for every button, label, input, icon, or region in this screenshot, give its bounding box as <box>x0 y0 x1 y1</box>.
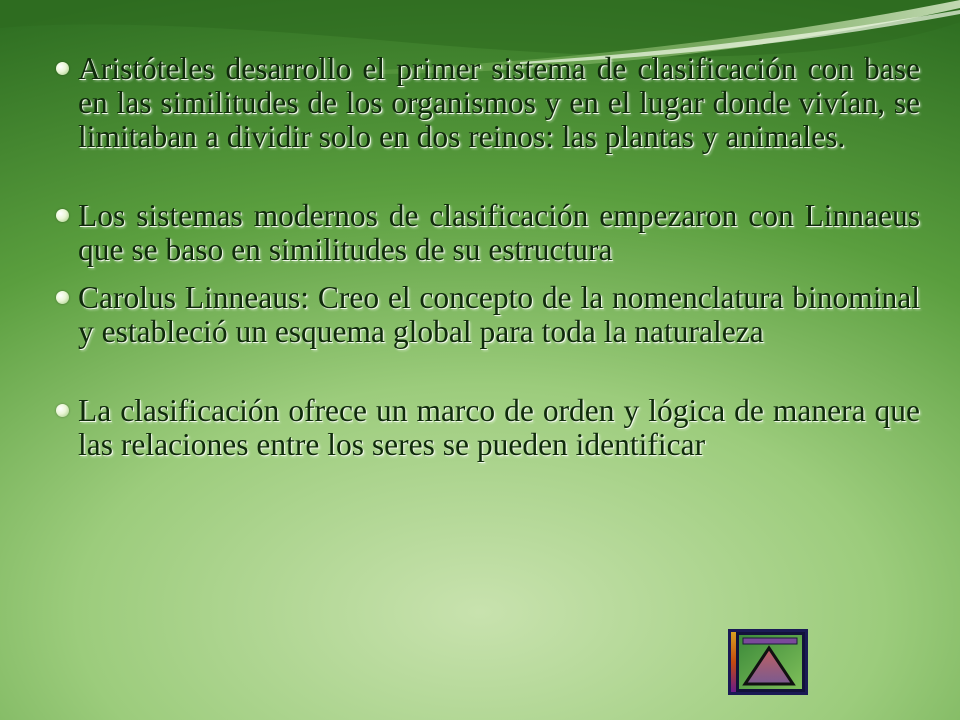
bullet-item-classification <box>56 394 920 462</box>
bullet-item-linneaus <box>56 281 920 349</box>
bullet-item-aristoteles <box>56 52 920 154</box>
bullet-text: La clasificación ofrece un marco de orden y lógica de manera que las relaciones entre los seres se pueden identificar <box>78 393 920 462</box>
bullet-item-modern-systems <box>56 199 920 267</box>
bullet-dot-icon <box>56 62 69 75</box>
return-to-top-icon <box>727 628 809 696</box>
bullet-dot-icon <box>56 209 69 222</box>
bullet-text: Aristóteles desarrollo el primer sistema de clasificación con base en las similitudes de los organismos y en el lugar donde vivían, se limitaban a dividir solo en dos reinos: las plantas y animales. <box>78 51 920 154</box>
bullet-dot-icon <box>56 291 69 304</box>
bullet-list <box>56 52 920 462</box>
return-to-top-button[interactable] <box>727 628 809 696</box>
bullet-text: Los sistemas modernos de clasificación empezaron con Linnaeus que se baso en similitudes de su estructura <box>78 198 920 267</box>
bullet-text: Carolus Linneaus: Creo el concepto de la nomenclatura binominal y estableció un esquema global para toda la naturaleza <box>78 280 920 349</box>
bullet-dot-icon <box>56 404 69 417</box>
